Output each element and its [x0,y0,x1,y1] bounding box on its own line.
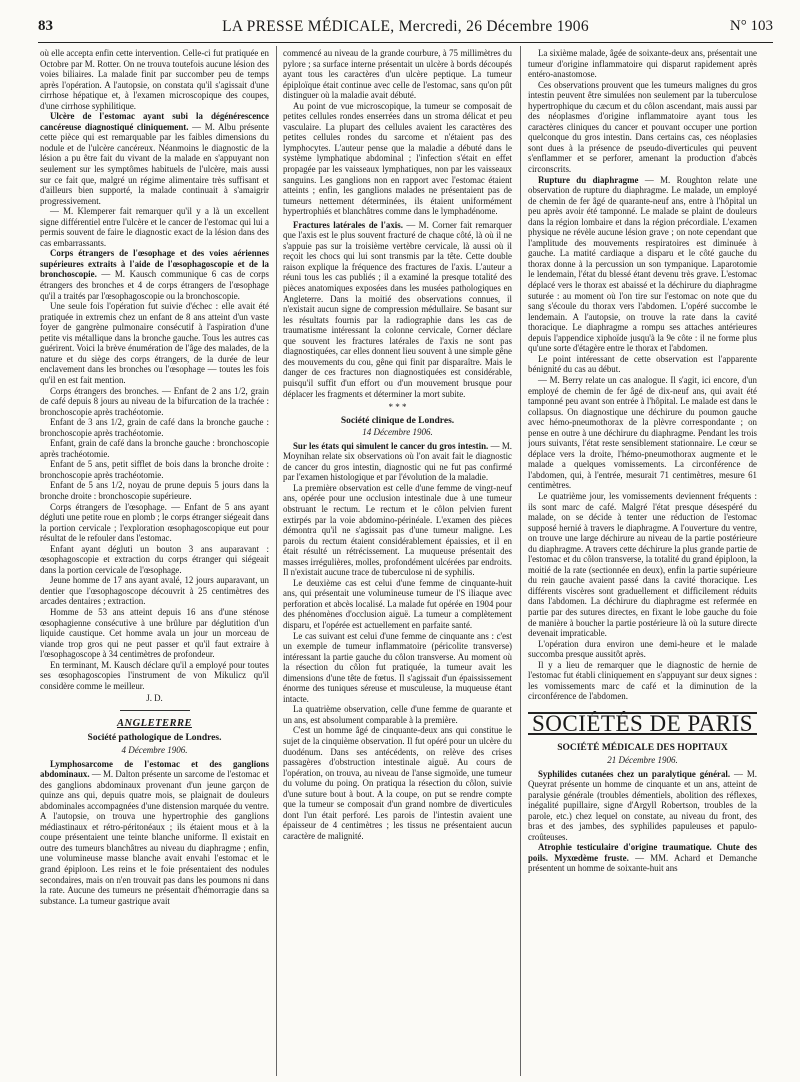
paragraph: — M. Berry relate un cas analogue. Il s'agit, ici encore, d'un employé de chemin de fer âgé de dix-neuf ans, qui avait été tamponné peu avant son entrée à l'hôpital. Le malade est dans le collapsus. On diagnostique une déchirure du poumon gauche avec hémo-pneumothorax de la plèvre correspondante ; on pense en outre à une déchirure du diaphragme. Pendant les trois jours suivants, l'état reste sensiblement stationnaire. Le cœur se déplace vers la droite, l'hémo-pneumothorax augmente et le malade a quelques vomissements. La circonférence de l'abdomen, qui, à l'entrée, mesurait 71 centimètres, mesure 61 centimètres. [528,374,757,491]
column-right [528,48,757,1078]
paragraph: Jeune homme de 17 ans ayant avalé, 12 jours auparavant, un dentier que l'œsophagoscope découvrit à 25 centimètres des arcades dentaires ; extraction. [40,575,269,607]
column-middle [283,48,512,1078]
signature: J. D. [146,693,163,704]
paragraph: La première observation est celle d'une femme de vingt-neuf ans, opérée pour une occlusion intestinale due à une tumeur obstruant le rectum. Le rectum et le côlon pelvien furent extirpés par la voie abdomino-périnéale. L'examen des pièces démontra qu'il ne s'agissait pas d'une tumeur maligne. Les parois du rectum étaient considérablement épaissies, et il en était résulté un rétrécissement. La muqueuse présentait des masses irrégulières, molles, profondément ulcérées par endroits. Il n'existait aucune trace de tuberculose ni de syphilis. [283,482,512,578]
country-heading: ANGLETERRE [116,717,192,729]
society-heading: SOCIÉTÉ MÉDICALE DES HOPITAUX [557,743,728,754]
paragraph [283,441,512,483]
paragraph [283,220,512,399]
paragraph [528,175,757,354]
paragraph: L'opération dura environ une demi-heure et le malade succomba presque aussitôt après. [528,638,757,660]
page-number: 83 [38,18,53,34]
section-title: Fractures latérales de l'axis. [293,219,403,230]
paragraph: Enfant de 5 ans, petit sifflet de bois dans la bronche droite : bronchoscopie après trachéotomie. [40,459,269,480]
paragraph: Il y a lieu de remarquer que le diagnostic de hernie de l'estomac fut établi cliniquement en s'appuyant sur deux signes : les vomissements marc de café et la diminution de la circonférence de l'abdomen. [528,659,757,702]
paragraph: Le cas suivant est celui d'une femme de cinquante ans : c'est un exemple de tumeur inflammatoire (péricolite transverse) intéressant la partie gauche du côlon transverse. Au moment où la résection du côlon fut pratiquée, la tumeur avait les dimensions d'une tête de fœtus. Il s'agissait d'un épaississement énorme des tuniques séreuse et musculeuse, la muqueuse étant intacte. [283,630,512,704]
section-title: Sur les états qui simulent le cancer du gros intestin. [293,440,489,451]
section-text: — M. Roughton relate une observation de rupture du diaphragme. Le malade, un employé de chemin de fer âgé de quarante-neuf ans, entre à l'hôpital un peu après avoir été tamponné. Le malade se plaint de douleurs dans la région lombaire et dans la région précordiale. L'examen physique ne révèle aucune lésion grave ; on note cependant que l'amplitude des mouvements respiratoires est diminuée à gauche. La matité cardiaque a disparu et le côté gauche du thorax donne à la percussion un son tympanique. Laparotomie le lendemain, l'état du blessé étant devenu très grave. L'estomac déplacé vers le thorax est abaissé et la déchirure du diaphragme suturée : au moment où l'on tire sur l'estomac on note que du sang s'écoule du thorax vers l'abdomen. L'opéré succombe le lendemain. A l'autopsie, on trouve la rate dans la cavité thoracique. Le diaphragme a rompu ses attaches antérieures depuis l'appendice xiphoïde jusqu'à la 9e côte : il ne forme plus qu'une sorte d'étagère entre le thorax et l'abdomen. [528,174,757,354]
paragraph: Le point intéressant de cette observation est l'apparente bénignité du cas au début. [528,353,757,375]
society-heading: Société clinique de Londres. [340,415,455,426]
page-header [38,12,773,43]
paragraph: Enfant de 5 ans 1/2, noyau de prune depuis 5 jours dans la bronche droite : bronchoscopie supérieure. [40,480,269,501]
paragraph [40,111,269,206]
column-rule [276,46,277,1076]
section-title: Atrophie testiculaire d'origine traumatique. Chute des poils. Myxœdème fruste. [528,842,757,863]
paragraph: La quatrième observation, celle d'une femme de quarante et un ans, est absolument comparable à la première. [283,704,512,725]
paragraph: — M. Klemperer fait remarquer qu'il y a là un excellent signe différentiel entre l'ulcère et le cancer de l'estomac qui lui a permis souvent de faire le diagnostic exact de la lésion dans des cas embarrassants. [40,206,269,248]
paragraph: Enfant, grain de café dans la bronche gauche : bronchoscopie après trachéotomie. [40,438,269,459]
issue-number: N° 103 [729,18,773,34]
society-heading: Société pathologique de Londres. [87,733,222,744]
column-rule [520,46,521,1076]
paragraph: Corps étrangers des bronches. — Enfant de 2 ans 1/2, grain de café depuis 8 jours au niveau de la bifurcation de la trachée : bronchoscopie après trachéotomie. [40,385,269,417]
section-title: Ulcère de l'estomac ayant subi la dégénérescence cancéreuse diagnostiqué cliniquement. [40,111,269,132]
section-title: Lymphosarcome de l'estomac et des ganglions abdominaux. [40,758,269,780]
column-left [40,48,269,1078]
section-banner: SOCIÉTÉS DE PARIS [528,712,757,736]
paragraph [528,842,757,874]
paragraph: Enfant ayant dégluti un bouton 3 ans auparavant : œsophagoscopie et extraction du corps étranger qui siégeait dans la portion cervicale de l'œsophage. [40,543,269,575]
section-text: — M. Albu présente cette pièce qui est remarquable par les faibles dimensions du nodule et de l'ulcère cancéreux. Néanmoins le diagnostic de la lésion a pu être fait du vivant de la malade en s'appuyant non seulement sur les symptômes habituels de l'ulcère, mais aussi sur ce fait que, malgré un régime alimentaire très suffisant et d'ailleurs bien supporté, la malade continuait à s'amaigrir progressivement. [40,121,269,206]
session-date: 21 Décembre 1906. [607,755,678,765]
separator [120,710,190,711]
section-title: Syphilides cutanées chez un paralytique général. [538,768,731,779]
paragraph: Ces observations prouvent que les tumeurs malignes du gros intestin peuvent être simulées non seulement par la tuberculose hypertrophique du cæcum et du côlon ascendant, mais aussi par des néoplasmes d'origine inflammatoire ayant tous les caractères cliniques du cancer et pouvant occuper une portion quelconque du gros intestin. Dans certains cas, ces néoplasies sont dues à la présence de pseudo-diverticules qui peuvent s'enflammer et se perforer, amenant la production d'abcès circonscrits. [528,79,757,175]
paragraph: commencé au niveau de la grande courbure, à 75 millimètres du pylore ; sa surface interne présentait un ulcère à bords découpés ayant tous les caractères d'un ulcère peptique. La tumeur épiploïque était continue avec celle de l'estomac, sans qu'on pût distinguer où la maladie avait débuté. [283,48,512,101]
session-date: 4 Décembre 1906. [121,745,188,755]
paragraph: Une seule fois l'opération fut suivie d'échec : elle avait été pratiquée in extremis chez un enfant de 8 ans atteint d'un vaste foyer de gangrène pulmonaire consécutif à l'aspiration d'une petite vis métallique dans la bronche gauche. Tous les autres cas guérirent. Voici la brève énumération de l'âge des malades, de la nature et du siège des corps étrangers, de la durée de leur enclavement dans les bronches ou l'œsophage — toutes les fois qu'il en est fait mention. [40,301,269,385]
paragraph: où elle accepta enfin cette intervention. Celle-ci fut pratiquée en Octobre par M. Rotter. On ne trouva toutefois aucune lésion des voies biliaires. La malade finit par succomber peu de temps après l'opération. A l'autopsie, on constata qu'il s'agissait d'une cirrhose hépatique et, à l'examen microscopique des coupes, d'une cirrhose syphilitique. [40,48,269,111]
paragraph: Au point de vue microscopique, la tumeur se composait de petites cellules rondes enserrées dans un stroma délicat et peu vasculaire. La plupart des cellules avaient les caractères des petites cellules rondes du sarcome et n'étaient pas des lymphocytes. L'auteur pense que la maladie a débuté dans le système lymphatique abdominal ; l'infection s'était en effet propagée par les vaisseaux lymphatiques, non par les vaisseaux sanguins. Les ganglions non en rapport avec l'estomac étaient atteints ; enfin, les ganglions malades ne présentaient pas de tumeurs nettement déterminées, ils étaient uniformément hypertrophiés et blanchâtres comme dans le lymphadénome. [283,100,512,217]
section-text: — M. Kausch communique 6 cas de corps étrangers des bronches et 4 de corps étrangers de l'œsophage qu'il a traités par l'œsophagoscopie ou la bronchoscopie. [40,269,269,301]
section-stars: * * * [388,402,407,413]
paragraph: Homme de 53 ans atteint depuis 16 ans d'une sténose œsophagienne consécutive à une brûlure par déglutition d'un liquide caustique. Cet homme avala un jour un morceau de viande trop gros qui ne peut passer et qu'il faut extraire à l'œsophagoscope à 34 centimètres de profondeur. [40,606,269,660]
section-title: Corps étrangers de l'œsophage et des voies aériennes supérieures extraits à l'aide de l'œsophagoscopie et de la bronchoscopie. [40,248,269,280]
section-text: — M. Corner fait remarquer que l'axis est le plus souvent fracturé de chaque côté, là où il ne s'appuie pas sur la troisième vertèbre cervicale, là aussi où il reçoit les chocs qui lui sont transmis par la tête. Cette double raison explique la fréquence des fractures de l'axis. L'auteur a réuni tous les cas publiés ; il a examiné la presque totalité des pièces anatomiques exposées dans les musées pathologiques en Angleterre. Dans la moitié des observations connues, il n'existait aucun signe de compression médullaire. Se basant sur les résultats fournis par la radiographie dans les cas de traumatisme intéressant la colonne cervicale, Corner déclare que souvent les fractures latérales de l'axis ne sont pas diagnostiquées, car elles donnent lieu souvent à une simple gêne des mouvements du cou, gêne qui finit par disparaître. Mais le danger de ces fractures non diagnostiquées est considérable, puisqu'il suffit d'un effort ou d'un mouvement brusque pour déplacer les fragments et déterminer la mort subite. [283,219,512,399]
section-text: — M. Dalton présente un sarcome de l'estomac et des ganglions abdominaux provenant d'un jeune garçon de quinze ans qui, depuis quatre mois, se plaignait de douleurs abdominales accompagnées d'une distension marquée du ventre. A l'autopsie, on trouva une hypertrophie des ganglions médiastinaux et rétro-péritonéaux ; ils étaient mous et à la coupe présentaient une teinte blanche uniforme. Il existait en outre des tumeurs blanchâtres au niveau du diaphragme ; enfin, une volumineuse masse blanche avait envahi l'estomac et le grand épiploon. Les reins et le foie présentaient des nodules secondaires, mais on n'en trouvait pas dans les poumons ni dans la rate. Aucune des tumeurs ne présentait d'hémorragie dans sa substance. La tumeur gastrique avait [40,769,269,906]
section-text: — M. Moynihan relate six observations où l'on avait fait le diagnostic de cancer du gros intestin, diagnostic qui ne fut pas confirmé par l'examen histologique et par l'évolution de la maladie. [283,440,512,483]
paragraph: En terminant, M. Kausch déclare qu'il a employé pour toutes ses œsophagoscopies l'instrument de von Mikulicz qu'il considère comme le meilleur. [40,659,269,691]
paragraph: Le quatrième jour, les vomissements deviennent fréquents : ils sont marc de café. Malgré l'état presque désespéré du malade, on se décide à tenter une réduction de l'estomac supposé hernié à travers le diaphragme. A l'ouverture du ventre, on trouve une large déchirure au niveau de la partie postérieure du diaphragme. A travers cette déchirure la plus grande partie de l'estomac et du côlon transverse, la totalité du grand épiploon, la moitié de la rate (sectionnée en deux), enfin la partie supérieure du rein gauche avaient passé dans la cavité thoracique. Les différents viscères sont graduellement et difficilement réduits dans l'abdomen. La déchirure du diaphragme est refermée en partie par des sutures directes, en fixant le lobe gauche du foie de manière à boucher la partie postérieure là où la suture directe devenait impraticable. [528,490,757,639]
paragraph [40,248,269,301]
paragraph: C'est un homme âgé de cinquante-deux ans qui constitue le sujet de la cinquième observation. Il fut opéré pour un ulcère du duodénum. Dans ses antécédents, on relève des crises passagères d'obstruction intestinale aiguë. Au cours de l'opération, on trouva, au niveau de l'anse sigmoïde, une tumeur du volume du poing. On pratiqua la résection du côlon, suivie d'une suture bout à bout. A la coupe, on put se rendre compte que la tumeur se composait d'un grand nombre de diverticules dont l'un était perforé. Les parois de l'intestin avaient une épaisseur de 4 centimètres ; les tissus ne présentaient aucun caractère de malignité. [283,725,512,841]
paragraph [40,759,269,907]
section-text: — MM. Achard et Demanche présentent un homme de soixante-huit ans [528,852,757,874]
paragraph: Corps étrangers de l'œsophage. — Enfant de 5 ans ayant dégluti une petite roue en plomb ; le corps étranger siégeait dans la portion cervicale ; l'exploration œsophagoscopique eut pour résultat de le refouler dans l'estomac. [40,501,269,544]
session-date: 14 Décembre 1906. [362,427,433,438]
paragraph [528,769,757,843]
journal-title: LA PRESSE MÉDICALE, Mercredi, 26 Décembre 1906 [222,18,589,35]
section-text: — M. Queyrat présente un homme de cinquante et un ans, atteint de paralysie générale (troubles démentiels, abolition des réflexes, inégalité pupillaire, signe d'Argyll Robertson, troubles de la parole, etc.) chez lequel on constate, au niveau du front, des bras et des jambes, des syphilides papuleuses et papulo-croûteuses. [528,768,757,842]
section-title: Rupture du diaphragme [538,174,639,185]
paragraph: Enfant de 3 ans 1/2, grain de café dans la bronche gauche : bronchoscopie après trachéotomie. [40,417,269,438]
paragraph: La sixième malade, âgée de soixante-deux ans, présentait une tumeur d'origine inflammatoire qui disparut rapidement après entéro-anastomose. [528,48,757,80]
paragraph: Le deuxième cas est celui d'une femme de cinquante-huit ans, qui présentait une volumineuse tumeur de l'S iliaque avec perforation et abcès localisé. La malade fut opérée en 1904 pour des phénomènes d'occlusion aiguë. La tumeur a complètement disparu, et l'opérée est actuellement en parfaite santé. [283,577,512,630]
